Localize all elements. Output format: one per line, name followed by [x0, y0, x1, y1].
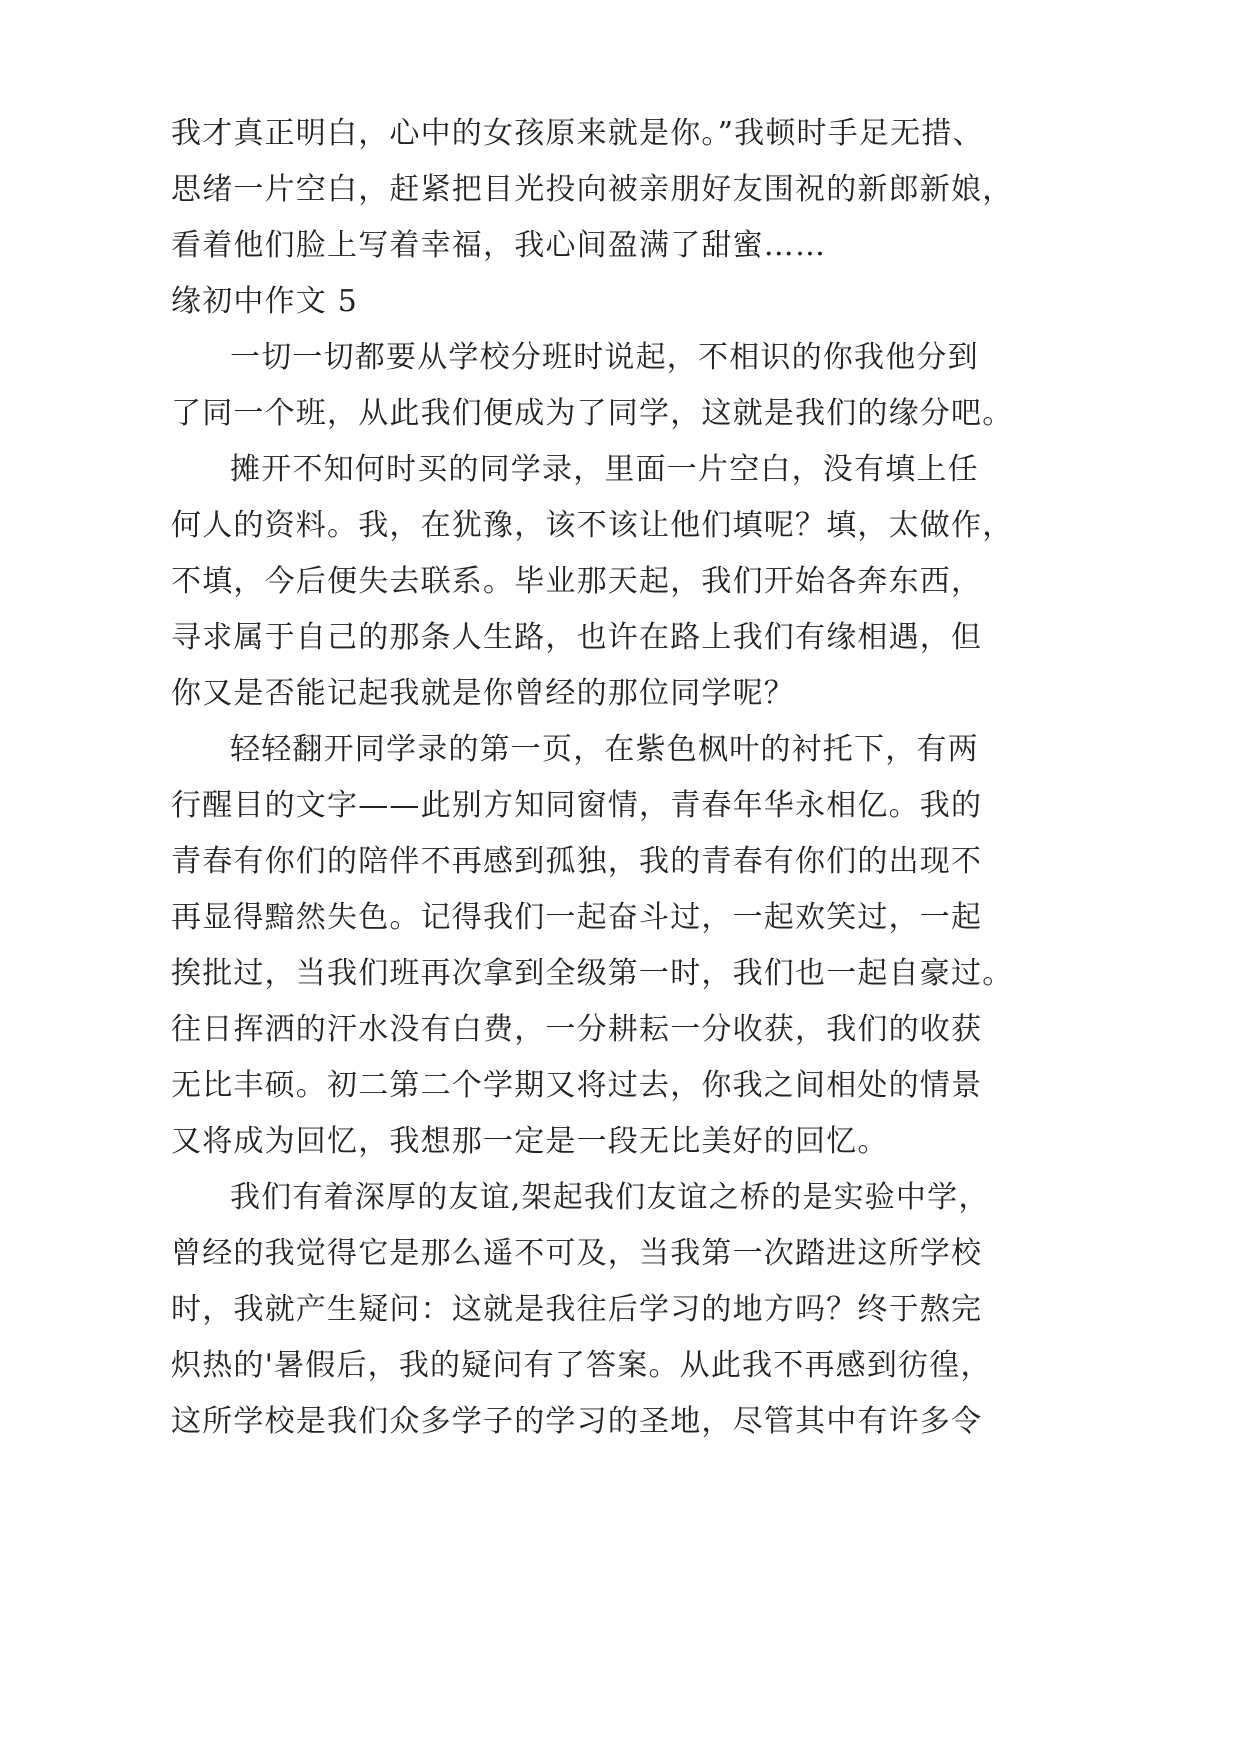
paragraph-line: 无比丰硕。初二第二个学期又将过去，你我之间相处的情景 [171, 1068, 983, 1103]
paragraph-line: 一切一切都要从学校分班时说起，不相识的你我他分到 [230, 340, 979, 375]
paragraph-line: 往日挥洒的汗水没有白费，一分耕耘一分收获，我们的收获 [171, 1012, 983, 1047]
paragraph-line: 何人的资料。我，在犹豫，该不该让他们填呢？填，太做作， [171, 508, 1014, 543]
paragraph-line: 这所学校是我们众多学子的学习的圣地，尽管其中有许多令 [171, 1404, 983, 1439]
paragraph-line: 不填，今后便失去联系。毕业那天起，我们开始各奔东西， [171, 564, 983, 599]
paragraph-line: 曾经的我觉得它是那么遥不可及，当我第一次踏进这所学校 [171, 1236, 983, 1271]
paragraph-line: 轻轻翻开同学录的第一页，在紫色枫叶的衬托下，有两 [230, 732, 979, 767]
paragraph-line: 再显得黯然失色。记得我们一起奋斗过，一起欢笑过，一起 [171, 900, 983, 935]
section-heading: 缘初中作文 5 [171, 284, 359, 319]
paragraph-line: 炽热的'暑假后，我的疑问有了答案。从此我不再感到彷徨， [171, 1348, 992, 1383]
paragraph-line: 了同一个班，从此我们便成为了同学，这就是我们的缘分吧。 [171, 396, 1014, 431]
paragraph-line: 又将成为回忆，我想那一定是一段无比美好的回忆。 [171, 1124, 889, 1159]
paragraph-line: 摊开不知何时买的同学录，里面一片空白，没有填上任 [230, 452, 979, 487]
paragraph-line: 寻求属于自己的那条人生路，也许在路上我们有缘相遇，但 [171, 620, 983, 655]
paragraph-line: 挨批过，当我们班再次拿到全级第一时，我们也一起自豪过。 [171, 956, 1014, 991]
paragraph-line: 你又是否能记起我就是你曾经的那位同学呢？ [171, 676, 795, 711]
paragraph-line: 行醒目的文字——此别方知同窗情，青春年华永相亿。我的 [171, 788, 983, 823]
continuation-line: 思绪一片空白，赶紧把目光投向被亲朋好友围祝的新郎新娘， [171, 172, 1014, 207]
paragraph-line: 我们有着深厚的友谊,架起我们友谊之桥的是实验中学， [230, 1180, 990, 1215]
continuation-line: 我才真正明白，心中的女孩原来就是你。”我顿时手足无措、 [171, 116, 984, 151]
continuation-line: 看着他们脸上写着幸福，我心间盈满了甜蜜…… [171, 228, 827, 263]
paragraph-line: 时，我就产生疑问：这就是我往后学习的地方吗？终于熬完 [171, 1292, 983, 1327]
paragraph-line: 青春有你们的陪伴不再感到孤独，我的青春有你们的出现不 [171, 844, 983, 879]
